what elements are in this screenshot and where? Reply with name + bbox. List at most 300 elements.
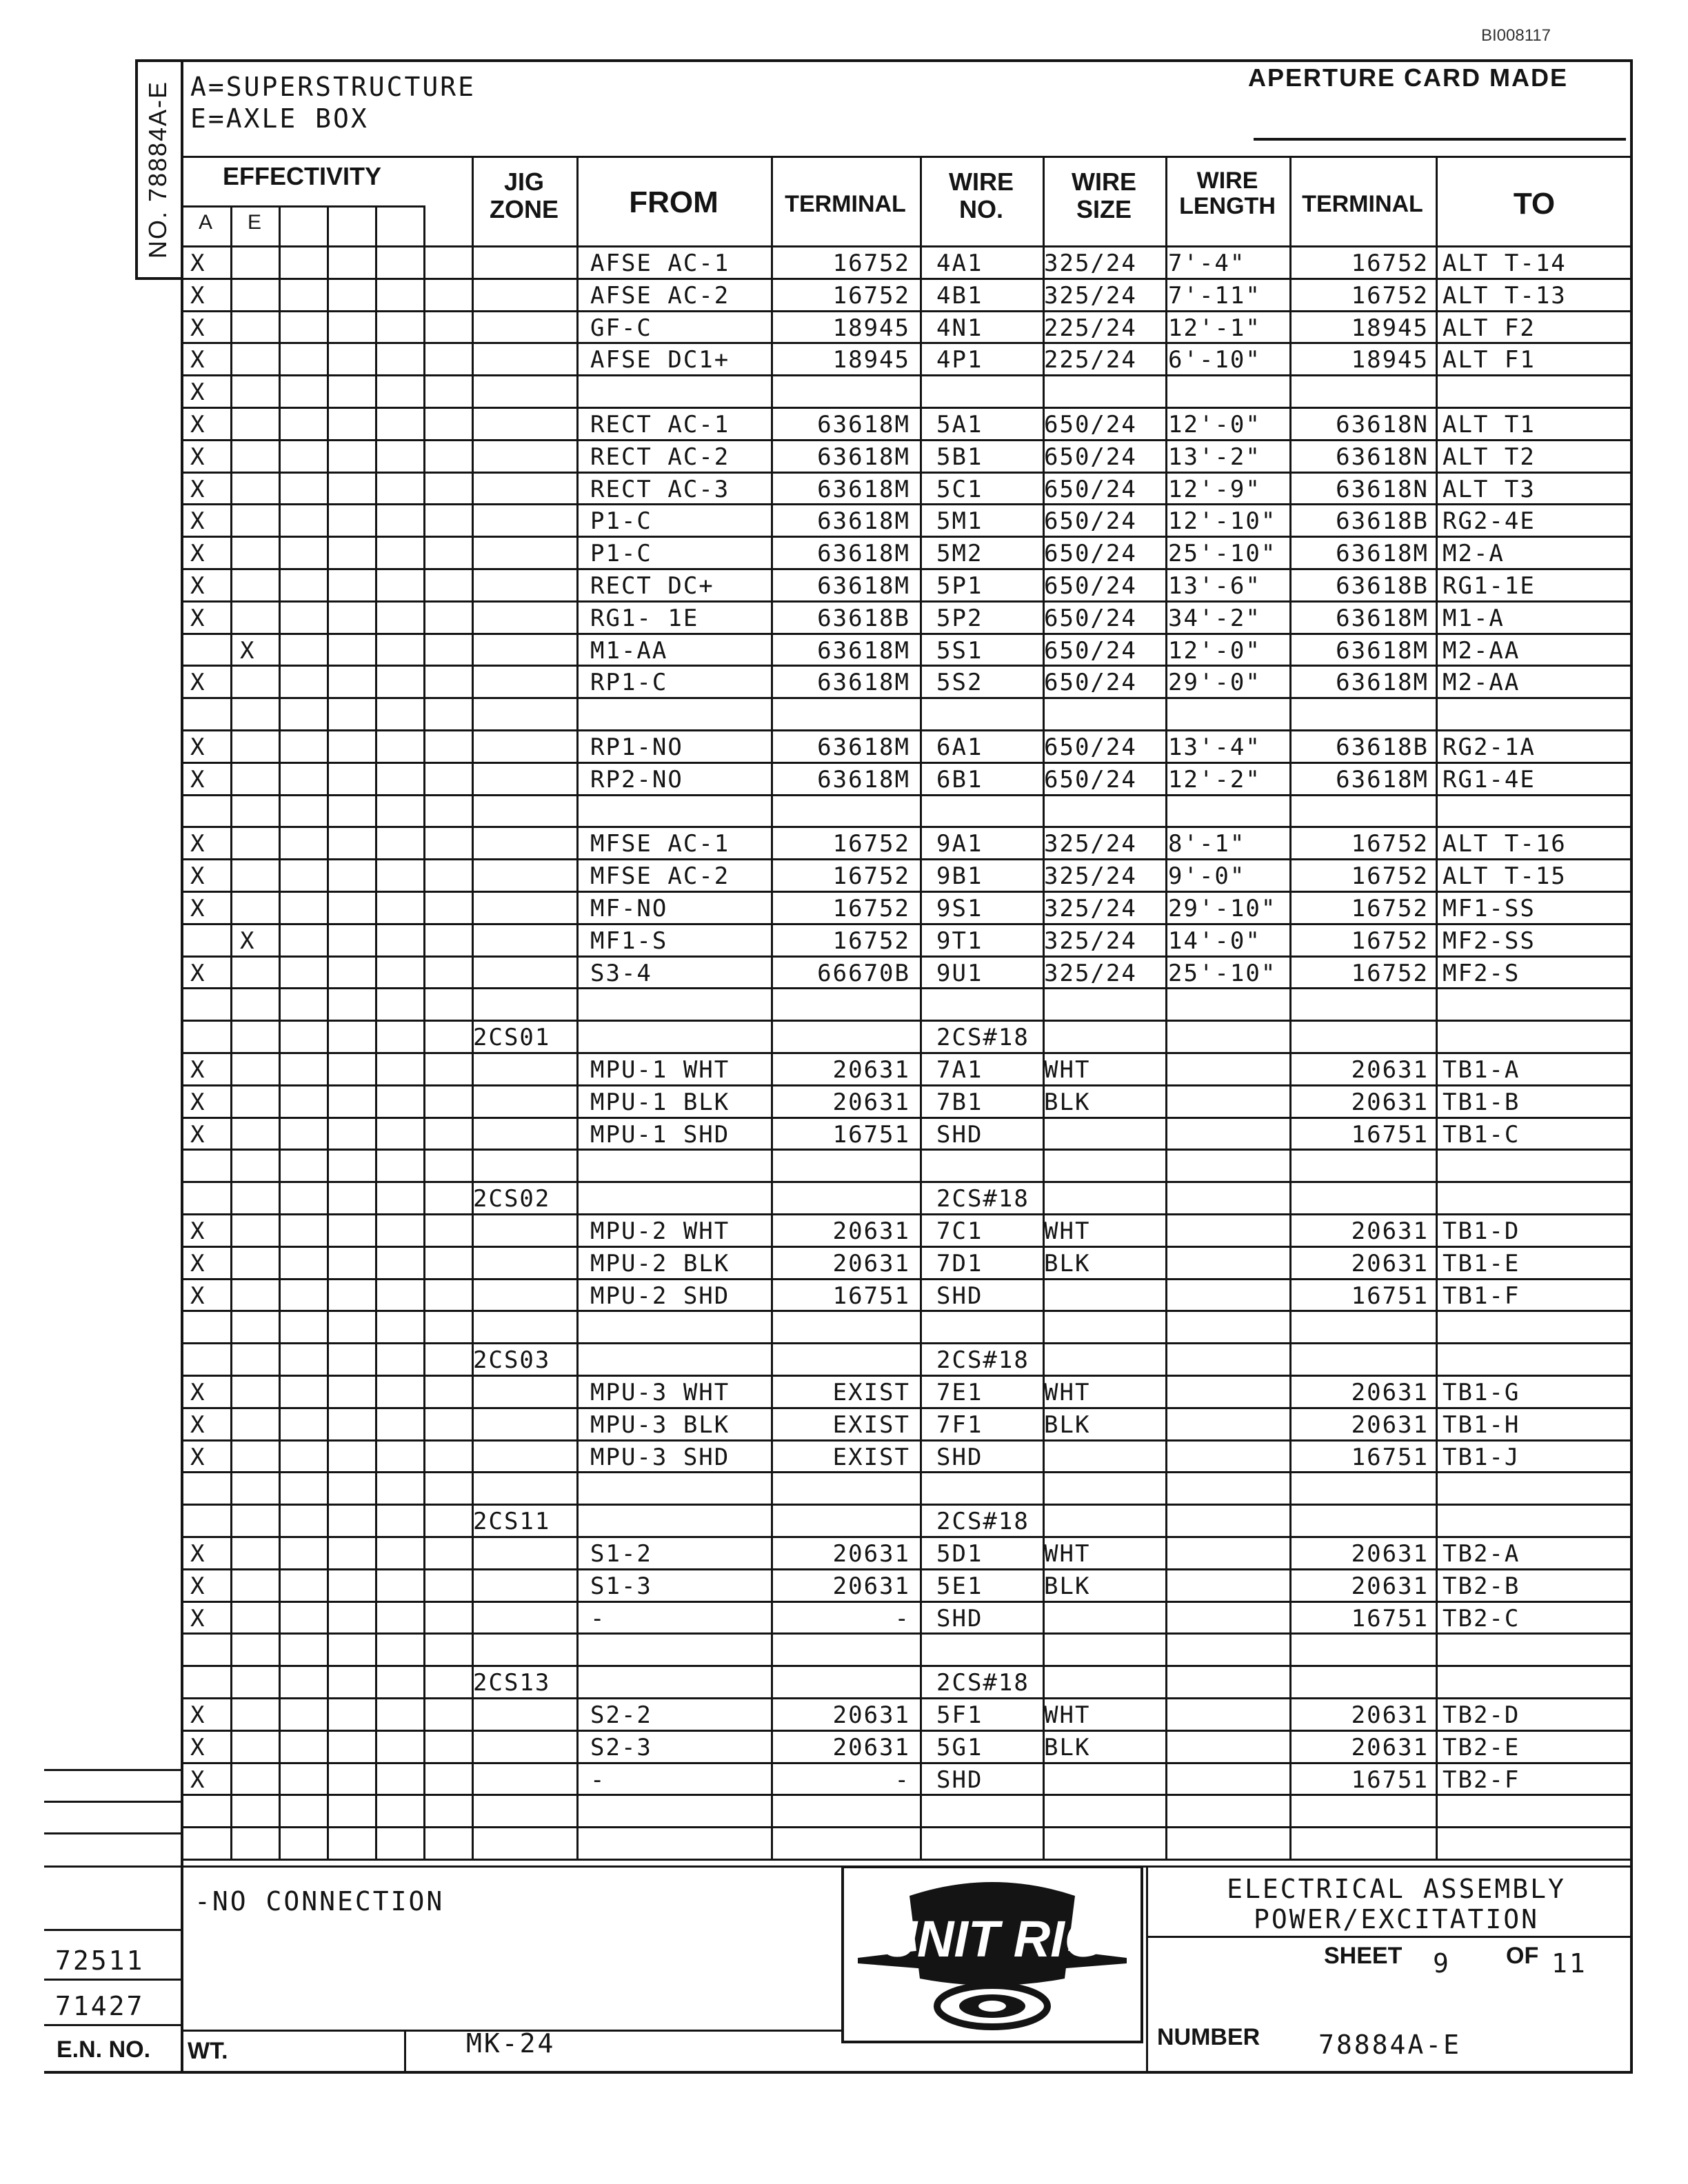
cell-eff-a: X: [190, 1088, 206, 1116]
cell-eff-a: X: [190, 1120, 206, 1149]
row-rule: [181, 1052, 1633, 1054]
cell-wire-no: 5B1: [936, 443, 983, 471]
cell-terminal-to: [1291, 701, 1429, 729]
row-rule: [181, 1407, 1633, 1409]
cell-terminal-from: 63618M: [817, 507, 910, 536]
cell-wire-length: 7'-11": [1168, 281, 1261, 310]
cell-wire-length: [1168, 991, 1289, 1019]
cell-from: [590, 701, 771, 729]
cell-wire-length: 14'-0": [1168, 927, 1261, 955]
cell-eff-a: [190, 1024, 230, 1051]
cell-wire-length: [1168, 1282, 1289, 1310]
cell-eff-e: [240, 443, 279, 471]
cell-eff-e: [240, 1605, 279, 1632]
cell-wire-no: [936, 701, 1041, 729]
cell-to: TB2-D: [1443, 1701, 1520, 1729]
cell-jig-zone: 2CS02: [473, 1185, 551, 1213]
cell-wire-size: [1044, 1475, 1165, 1503]
cell-eff-a: X: [190, 1540, 206, 1568]
row-rule: [181, 342, 1633, 344]
cell-wire-size: [1044, 1153, 1165, 1180]
cell-from: MPU-1 SHD: [590, 1120, 730, 1149]
cell-wire-size: 650/24: [1044, 734, 1137, 761]
cell-to: TB1-A: [1443, 1056, 1520, 1084]
header-eff-e: E: [247, 211, 261, 234]
cell-wire-length: 9'-0": [1168, 862, 1246, 891]
column-rule: [920, 156, 922, 1859]
cell-eff-e: [240, 411, 279, 438]
title-block-rule: [1146, 1936, 1633, 1938]
cell-terminal-to: 63618M: [1336, 669, 1429, 697]
cell-wire-length: [1168, 1573, 1289, 1600]
document-reference: BI008117: [1481, 26, 1551, 45]
cell-eff-e: [240, 605, 279, 632]
cell-wire-no: [936, 991, 1041, 1019]
cell-wire-size: 650/24: [1044, 604, 1137, 632]
cell-eff-e: [240, 1379, 279, 1406]
cell-eff-a: [190, 1185, 230, 1213]
cell-jig-zone: [473, 895, 576, 922]
header-terminal-from: TERMINAL: [785, 191, 906, 217]
cell-eff-a: X: [190, 540, 206, 568]
cell-jig-zone: [473, 411, 576, 438]
cell-terminal-to: 16751: [1351, 1443, 1429, 1471]
cell-wire-length: [1168, 1830, 1289, 1858]
header-top-rule: [181, 156, 1633, 158]
cell-to: [1443, 1153, 1633, 1180]
cell-terminal-to: 63618N: [1336, 475, 1429, 503]
cell-wire-length: [1168, 1475, 1289, 1503]
column-rule: [1436, 156, 1438, 1859]
cell-to: ALT T3: [1443, 475, 1536, 503]
cell-wire-size: 650/24: [1044, 572, 1137, 600]
cell-wire-length: [1168, 1734, 1289, 1761]
row-rule: [181, 729, 1633, 731]
cell-eff-e: X: [240, 927, 256, 955]
cell-wire-size: [1044, 1314, 1165, 1342]
cell-terminal-from: 20631: [832, 1701, 910, 1729]
cell-wire-no: 7E1: [936, 1379, 983, 1406]
row-rule: [181, 1826, 1633, 1828]
cell-wire-no: 9T1: [936, 927, 983, 955]
cell-from: [590, 1830, 771, 1858]
cell-jig-zone: [473, 701, 576, 729]
cell-wire-size: 650/24: [1044, 507, 1137, 536]
cell-wire-size: 650/24: [1044, 411, 1137, 438]
cell-from: AFSE DC1+: [590, 346, 730, 374]
cell-wire-no: 5G1: [936, 1733, 983, 1761]
cell-from: [590, 1153, 771, 1180]
cell-eff-e: [240, 1217, 279, 1245]
row-rule: [181, 1794, 1633, 1796]
en-rule-2: [44, 1929, 181, 1931]
cell-to: [1443, 798, 1633, 826]
cell-terminal-to: 20631: [1351, 1088, 1429, 1116]
cell-terminal-to: 16752: [1351, 862, 1429, 891]
header-wire-length: WIRE LENGTH: [1179, 168, 1276, 220]
cell-wire-length: [1168, 1798, 1289, 1826]
cell-eff-e: [240, 1024, 279, 1051]
cell-to: M1-A: [1443, 604, 1505, 632]
cell-wire-no: SHD: [936, 1604, 983, 1632]
cell-wire-size: 325/24: [1044, 830, 1137, 858]
cell-wire-length: 13'-4": [1168, 734, 1261, 761]
cell-eff-a: [190, 637, 230, 665]
row-rule: [181, 310, 1633, 312]
cell-jig-zone: [473, 1798, 576, 1826]
cell-terminal-to: 63618B: [1336, 572, 1429, 600]
cell-wire-length: 12'-9": [1168, 475, 1261, 503]
cell-eff-a: [190, 1346, 230, 1374]
cell-terminal-to: 63618B: [1336, 507, 1429, 536]
cell-terminal-from: 20631: [832, 1217, 910, 1245]
cell-terminal-from: EXIST: [832, 1443, 910, 1471]
cell-jig-zone: [473, 637, 576, 665]
drawing-number: 78884A-E: [1318, 2030, 1462, 2060]
cell-wire-length: [1168, 1217, 1289, 1245]
en-rule-1: [44, 1866, 181, 1868]
cell-wire-no: 5D1: [936, 1540, 983, 1568]
cell-eff-e: [240, 1185, 279, 1213]
cell-eff-a: X: [190, 1249, 206, 1277]
row-rule: [181, 697, 1633, 699]
cell-jig-zone: [473, 1734, 576, 1761]
cell-terminal-from: [775, 1024, 910, 1051]
header-wire-no: WIRE NO.: [949, 168, 1014, 223]
cell-wire-size: 325/24: [1044, 281, 1137, 310]
cell-eff-e: [240, 1153, 279, 1180]
cell-eff-e: [240, 250, 279, 277]
row-rule: [181, 1568, 1633, 1570]
cell-eff-a: X: [190, 475, 206, 503]
cell-terminal-to: [1291, 1637, 1429, 1664]
cell-jig-zone: [473, 669, 576, 696]
cell-jig-zone: [473, 314, 576, 342]
cell-wire-no: SHD: [936, 1443, 983, 1471]
cell-from: P1-C: [590, 540, 652, 568]
row-rule: [181, 956, 1633, 958]
cell-jig-zone: [473, 443, 576, 471]
cell-terminal-to: 20631: [1351, 1249, 1429, 1277]
row-rule: [181, 600, 1633, 603]
cell-from: MF1-S: [590, 927, 668, 955]
row-rule: [181, 1665, 1633, 1667]
cell-terminal-from: 18945: [832, 346, 910, 374]
cell-eff-a: X: [190, 572, 206, 600]
cell-from: S2-2: [590, 1701, 652, 1729]
cell-wire-size: 650/24: [1044, 443, 1137, 471]
cell-wire-length: [1168, 1605, 1289, 1632]
cell-wire-no: [936, 1153, 1041, 1180]
cell-from: [590, 991, 771, 1019]
cell-eff-a: [190, 1475, 230, 1503]
cell-eff-e: [240, 1475, 279, 1503]
cell-to: M2-A: [1443, 540, 1505, 568]
row-rule: [181, 858, 1633, 860]
cell-terminal-from: 63618M: [817, 765, 910, 793]
cell-terminal-from: -: [894, 1604, 910, 1632]
cell-wire-no: 4A1: [936, 250, 983, 277]
cell-wire-size: 325/24: [1044, 959, 1137, 987]
cell-terminal-to: 20631: [1351, 1540, 1429, 1568]
cell-wire-no: 9S1: [936, 895, 983, 922]
row-rule: [181, 1084, 1633, 1086]
cell-eff-e: [240, 1346, 279, 1374]
cell-wire-length: [1168, 1669, 1289, 1697]
cell-eff-e: [240, 1637, 279, 1664]
cell-to: ALT T1: [1443, 411, 1536, 438]
cell-terminal-from: [775, 1475, 910, 1503]
cell-wire-length: [1168, 1056, 1289, 1084]
cell-wire-no: 4P1: [936, 346, 983, 374]
cell-to: [1443, 1637, 1633, 1664]
cell-eff-e: [240, 734, 279, 761]
cell-wire-length: [1168, 1379, 1289, 1406]
cell-from: RP2-NO: [590, 765, 683, 793]
cell-wire-no: 6A1: [936, 734, 983, 761]
cell-wire-no: [936, 378, 1041, 406]
en-rule-5: [44, 2071, 181, 2074]
cell-terminal-to: 20631: [1351, 1056, 1429, 1084]
cell-wire-length: [1168, 1411, 1289, 1439]
cell-terminal-to: 16752: [1351, 927, 1429, 955]
cell-eff-e: X: [240, 636, 256, 665]
cell-from: [590, 1669, 771, 1697]
cell-to: [1443, 1669, 1633, 1697]
cell-to: MF2-SS: [1443, 927, 1536, 955]
cell-from: GF-C: [590, 314, 652, 342]
cell-eff-a: X: [190, 1443, 206, 1471]
sheet-label: SHEET: [1324, 1943, 1403, 1969]
cell-eff-a: X: [190, 411, 206, 438]
row-rule: [181, 794, 1633, 796]
cell-wire-no: [936, 1830, 1041, 1858]
cell-wire-size: [1044, 991, 1165, 1019]
cell-eff-a: X: [190, 250, 206, 277]
cell-eff-e: [240, 1540, 279, 1568]
cell-to: M2-AA: [1443, 669, 1520, 697]
cell-eff-a: [190, 1508, 230, 1535]
cell-to: TB1-C: [1443, 1120, 1520, 1149]
cell-eff-a: X: [190, 1604, 206, 1632]
cell-to: RG1-4E: [1443, 765, 1536, 793]
cell-from: [590, 1798, 771, 1826]
cell-to: [1443, 701, 1633, 729]
cell-wire-no: [936, 1314, 1041, 1342]
column-rule: [771, 156, 773, 1859]
cell-wire-no: 7B1: [936, 1088, 983, 1116]
cell-to: MF2-S: [1443, 959, 1520, 987]
cell-eff-a: X: [190, 1217, 206, 1245]
cell-terminal-to: [1291, 1314, 1429, 1342]
cell-eff-a: [190, 1798, 230, 1826]
cell-terminal-from: -: [894, 1766, 910, 1794]
cell-from: RP1-NO: [590, 734, 683, 761]
cell-terminal-from: [775, 1185, 910, 1213]
cell-eff-a: [190, 1637, 230, 1664]
cell-eff-a: X: [190, 734, 206, 761]
cell-eff-a: X: [190, 1056, 206, 1084]
cell-wire-size: [1044, 1669, 1165, 1697]
cell-from: MPU-2 WHT: [590, 1217, 730, 1245]
row-rule: [181, 665, 1633, 667]
cell-terminal-from: 18945: [832, 314, 910, 342]
cell-wire-size: 225/24: [1044, 346, 1137, 374]
cell-wire-no: 5S2: [936, 669, 983, 697]
header-terminal-to: TERMINAL: [1302, 191, 1423, 217]
cell-wire-no: 5E1: [936, 1572, 983, 1600]
cell-wire-length: 12'-10": [1168, 507, 1277, 536]
cell-terminal-from: 63618M: [817, 540, 910, 568]
cell-to: ALT T-15: [1443, 862, 1567, 891]
row-rule: [181, 987, 1633, 989]
cell-wire-size: [1044, 1766, 1165, 1794]
cell-from: MFSE AC-2: [590, 862, 730, 891]
cell-wire-length: [1168, 1540, 1289, 1568]
cell-jig-zone: [473, 1766, 576, 1794]
cell-from: RECT DC+: [590, 572, 714, 600]
cell-terminal-to: 20631: [1351, 1572, 1429, 1600]
cell-wire-size: 650/24: [1044, 475, 1137, 503]
row-rule: [181, 1601, 1633, 1603]
svg-text:UNIT RIG: UNIT RIG: [880, 1910, 1105, 1968]
cell-wire-size: 325/24: [1044, 895, 1137, 922]
row-rule: [181, 1278, 1633, 1280]
cell-to: RG1-1E: [1443, 572, 1536, 600]
cell-terminal-from: 16752: [832, 862, 910, 891]
mk-number: MK-24: [466, 2028, 556, 2059]
cell-eff-a: X: [190, 281, 206, 310]
cell-to: TB1-D: [1443, 1217, 1520, 1245]
cell-terminal-from: [775, 1508, 910, 1535]
cell-wire-length: 13'-6": [1168, 572, 1261, 600]
cell-terminal-from: 20631: [832, 1572, 910, 1600]
cell-to: ALT F1: [1443, 346, 1536, 374]
cell-jig-zone: [473, 1153, 576, 1180]
cell-from: MPU-3 WHT: [590, 1379, 730, 1406]
cell-eff-e: [240, 540, 279, 567]
header-from: FROM: [629, 185, 719, 219]
cell-terminal-from: 16752: [832, 830, 910, 858]
cell-to: TB2-C: [1443, 1604, 1520, 1632]
cell-terminal-from: 20631: [832, 1088, 910, 1116]
cell-wire-length: [1168, 1153, 1289, 1180]
cell-eff-a: X: [190, 1572, 206, 1600]
cell-terminal-to: 63618M: [1336, 540, 1429, 568]
cell-from: [590, 1185, 771, 1213]
weight-label: WT.: [188, 2038, 228, 2064]
cell-jig-zone: [473, 250, 576, 277]
cell-terminal-from: 16752: [832, 927, 910, 955]
cell-from: MFSE AC-1: [590, 830, 730, 858]
cell-terminal-to: 16752: [1351, 250, 1429, 277]
row-rule: [181, 826, 1633, 828]
cell-from: MPU-3 BLK: [590, 1410, 730, 1439]
column-rule: [327, 205, 329, 1859]
cell-jig-zone: [473, 1475, 576, 1503]
legend-axle-box: E=AXLE BOX: [190, 103, 369, 134]
row-rule: [181, 1213, 1633, 1215]
row-rule: [181, 1181, 1633, 1183]
vertical-drawing-number: NO. 78884A-E: [143, 80, 172, 259]
cell-terminal-from: 20631: [832, 1056, 910, 1084]
cell-from: [590, 1637, 771, 1664]
cell-terminal-to: 16751: [1351, 1604, 1429, 1632]
cell-terminal-to: [1291, 378, 1429, 406]
weight-divider: [404, 2030, 406, 2074]
cell-wire-size: WHT: [1044, 1056, 1091, 1084]
cell-from: RECT AC-2: [590, 443, 730, 471]
cell-to: ALT T-14: [1443, 250, 1567, 277]
cell-wire-length: 25'-10": [1168, 959, 1277, 987]
cell-wire-size: 650/24: [1044, 765, 1137, 793]
cell-terminal-from: 16752: [832, 281, 910, 310]
cell-to: [1443, 1314, 1633, 1342]
cell-wire-no: 9U1: [936, 959, 983, 987]
column-rule: [423, 205, 425, 1859]
cell-wire-size: 225/24: [1044, 314, 1137, 342]
cell-jig-zone: [473, 540, 576, 567]
cell-wire-size: 325/24: [1044, 927, 1137, 955]
cell-wire-size: [1044, 1830, 1165, 1858]
cell-eff-a: X: [190, 443, 206, 471]
cell-wire-no: SHD: [936, 1282, 983, 1310]
cell-to: ALT T2: [1443, 443, 1536, 471]
cell-terminal-from: [775, 1830, 910, 1858]
row-rule: [181, 1117, 1633, 1119]
cell-wire-size: BLK: [1044, 1572, 1091, 1600]
cell-wire-size: [1044, 1798, 1165, 1826]
cell-jig-zone: [473, 1637, 576, 1664]
cell-jig-zone: [473, 1411, 576, 1439]
column-rule: [230, 205, 232, 1859]
cell-terminal-from: [775, 1314, 910, 1342]
en-rule-b: [44, 1801, 181, 1803]
of-label: OF: [1506, 1943, 1539, 1969]
cell-wire-no: 4B1: [936, 281, 983, 310]
row-rule: [181, 1375, 1633, 1377]
cell-eff-a: X: [190, 669, 206, 697]
cell-wire-size: [1044, 1508, 1165, 1535]
cell-terminal-to: 63618M: [1336, 765, 1429, 793]
cell-terminal-from: [775, 1637, 910, 1664]
cell-eff-e: [240, 701, 279, 729]
cell-eff-e: [240, 1121, 279, 1149]
cell-wire-size: 325/24: [1044, 862, 1137, 891]
cell-jig-zone: [473, 605, 576, 632]
cell-wire-size: [1044, 1346, 1165, 1374]
cell-wire-length: [1168, 1185, 1289, 1213]
cell-wire-length: [1168, 378, 1289, 406]
cell-from: RP1-C: [590, 669, 668, 697]
cell-wire-no: 2CS#18: [936, 1346, 1029, 1375]
en-rule-3: [44, 1979, 181, 1981]
cell-eff-a: X: [190, 346, 206, 374]
cell-wire-size: WHT: [1044, 1217, 1091, 1245]
cell-terminal-to: [1291, 1024, 1429, 1051]
cell-terminal-from: [775, 1153, 910, 1180]
cell-from: S3-4: [590, 959, 652, 987]
cell-wire-length: [1168, 1024, 1289, 1051]
cell-eff-e: [240, 1669, 279, 1697]
cell-terminal-to: [1291, 1508, 1429, 1535]
cell-jig-zone: [473, 1830, 576, 1858]
cell-terminal-to: 20631: [1351, 1733, 1429, 1761]
cell-terminal-from: 20631: [832, 1540, 910, 1568]
cell-wire-size: 650/24: [1044, 669, 1137, 697]
cell-terminal-from: 63618M: [817, 636, 910, 665]
cell-wire-length: 29'-0": [1168, 669, 1261, 697]
